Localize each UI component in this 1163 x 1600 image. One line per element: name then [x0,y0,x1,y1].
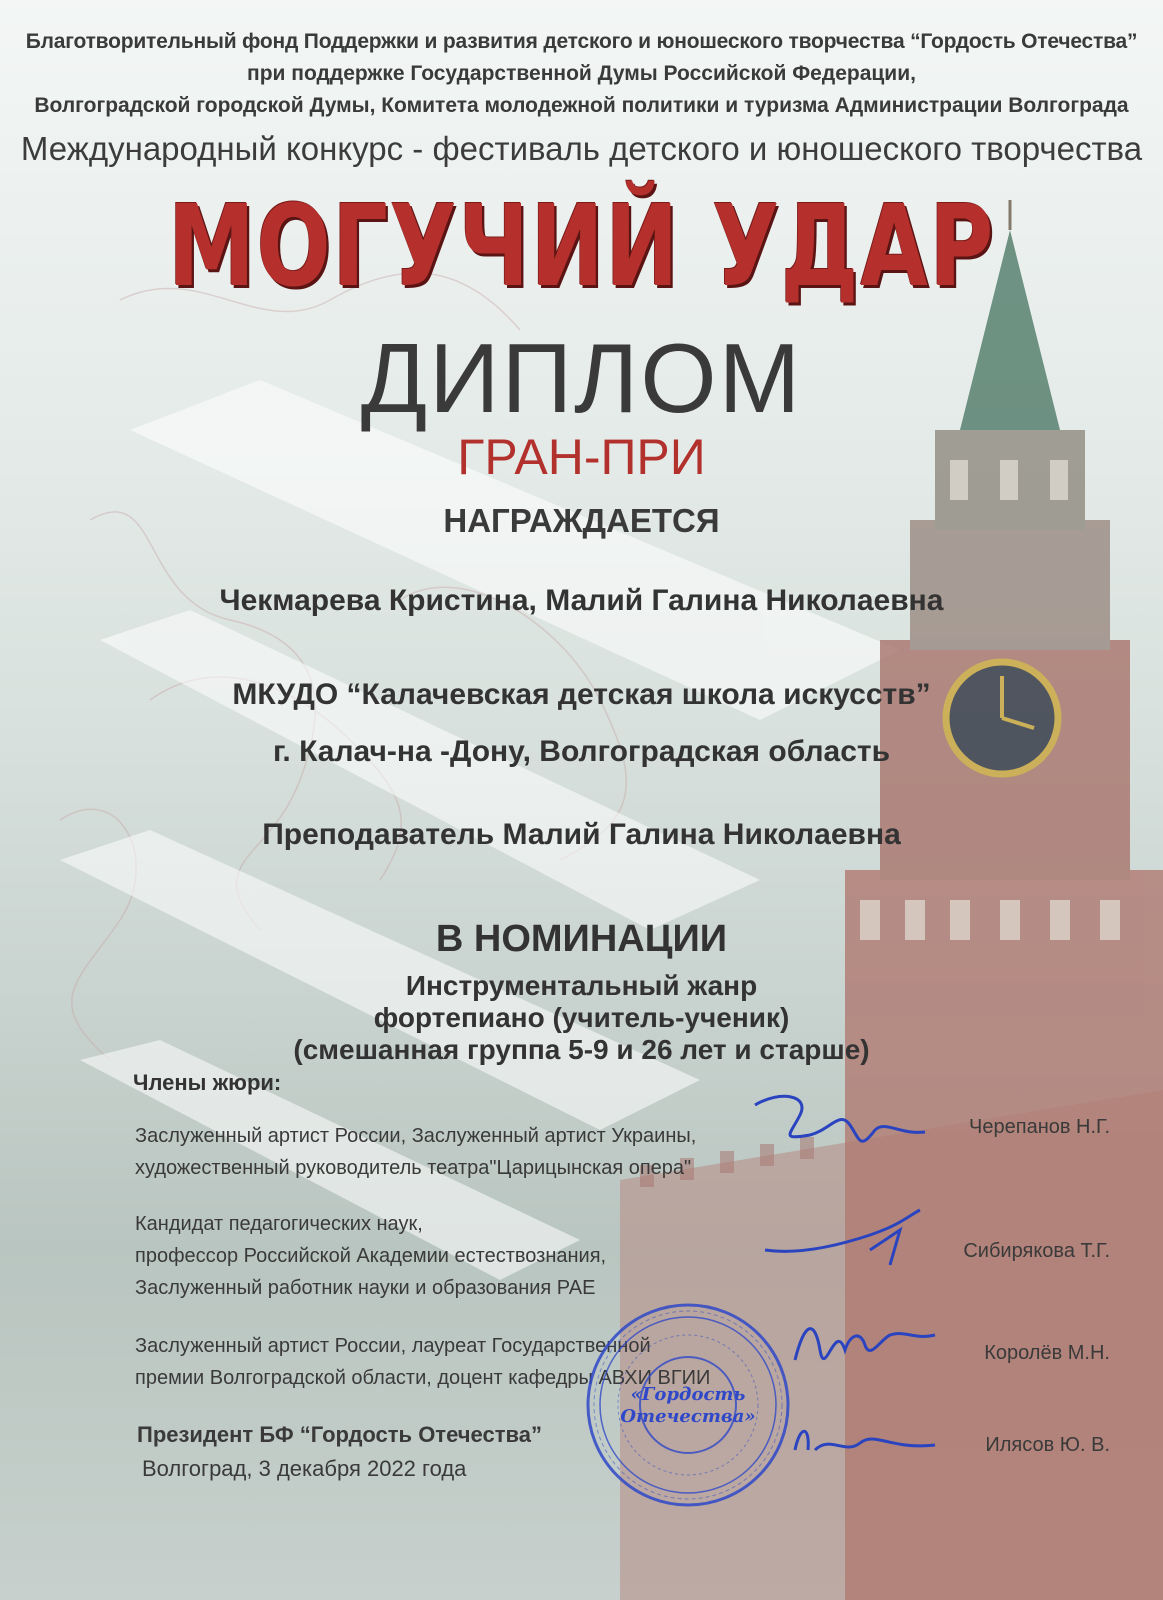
jury-title-line: Кандидат педагогических наук, [135,1213,423,1235]
jury-member-3-name: Королёв М.Н. [984,1342,1110,1364]
festival-title: МОГУЧИЙ УДАР [168,182,995,312]
nomination-line: (смешанная группа 5-9 и 26 лет и старше) [293,1034,870,1065]
support-line-2: Волгоградской городской Думы, Комитета молодежной политики и туризма Администрации Волгограда [34,94,1129,117]
jury-title-line: премии Волгоградской области, доцент кафедры АВХИ ВГИИ [135,1367,711,1389]
awarded-label: НАГРАЖДАЕТСЯ [443,502,720,539]
foundation-line: Благотворительный фонд Поддержки и развития детского и юношеского творчества “Гордость Отечества” [25,30,1138,53]
award-level: ГРАН-ПРИ [457,429,706,485]
jury-member-2-name: Сибирякова Т.Г. [963,1240,1110,1262]
contest-name: Международный конкурс - фестиваль детского и юношеского творчества [20,130,1143,167]
jury-member-1-name: Черепанов Н.Г. [969,1116,1110,1138]
jury-title-line: Заслуженный артист России, Заслуженный артист Украины, [135,1125,697,1147]
place-date: Волгоград, 3 декабря 2022 года [142,1456,467,1481]
nomination-heading: В НОМИНАЦИИ [435,918,728,960]
jury-title-line: Заслуженный работник науки и образования РАЕ [135,1277,596,1299]
signature-3 [790,1310,940,1370]
diploma-heading: ДИПЛОМ [360,323,803,433]
seal-text-top: «Гордость [630,1384,746,1405]
jury-title-line: художественный руководитель театра"Царицынская опера" [135,1157,692,1179]
jury-title-line: профессор Российской Академии естествознания, [135,1245,607,1267]
jury-member-1-title [135,1120,696,1184]
signature-1 [750,1090,930,1160]
jury-heading: Члены жюри: [133,1070,282,1095]
recipients: Чекмарева Кристина, Малий Галина Николаевна [219,584,944,617]
foundation-seal [583,1300,793,1510]
nomination-line: Инструментальный жанр [405,970,758,1001]
nomination-line: фортепиано (учитель-ученик) [373,1002,790,1033]
seal-text-bottom: Отечества» [620,1406,756,1427]
signature-2 [760,1205,940,1275]
president-name: Илясов Ю. В. [985,1434,1110,1456]
signature-4 [790,1415,940,1465]
school-name: МКУДО “Калачевская детская школа искусств” [232,678,931,711]
support-line: при поддержке Государственной Думы Российской Федерации, [247,62,916,85]
teacher: Преподаватель Малий Галина Николаевна [262,818,901,851]
president-label: Президент БФ “Гордость Отечества” [137,1422,542,1447]
city: г. Калач-на -Дону, Волгоградская область [272,735,891,768]
jury-title-line: Заслуженный артист России, лауреат Государственной [135,1335,651,1357]
jury-member-2-title [135,1208,606,1304]
